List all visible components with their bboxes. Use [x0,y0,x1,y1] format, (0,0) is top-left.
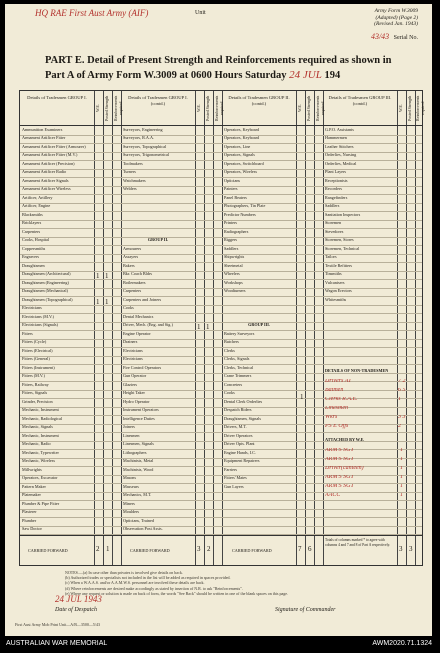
trade-label: Plant Layers [325,170,347,174]
header-posted-4: Posted Strength [407,95,412,121]
trade-label: Armament Artificer (Precision) [22,161,75,166]
trade-label: Masons [123,476,137,480]
note-clerks-value: 1 [398,397,401,402]
table-header [20,91,425,126]
attached-3: Driver(canteen) [325,466,364,471]
trade-label: Welders [123,187,137,191]
trade-label: Platemaker [22,493,41,497]
trade-label: Shipwrights [224,255,245,259]
trade-label: Driver Opts. Plant [224,442,255,446]
trade-label: Battery Surveyors [224,331,255,336]
trade-label: Millwrights [22,467,42,472]
carried-label-2: CARRIED FORWARD [130,549,170,553]
form-notes [65,570,415,596]
trade-label: Joiners [123,425,135,429]
trade-label: Recorders [325,187,342,191]
totals-note: Totals of columns marked * to agree with columns 4 and 7 and 8 of Part A respectively. [325,538,391,547]
note-batmen: Batmen [325,388,344,393]
trade-label: Mechanic, Radiological [22,416,63,421]
trade-label: Hammermen [325,136,347,140]
printer-line: First Aust Army Mob Print Unit—A/B—3500—5/43 [15,622,101,627]
trade-label: Fitters (Electrical) [22,348,53,353]
non-tradesmen-heading: DETAILS OF NON-TRADESMEN [325,369,389,373]
trade-label: Tailors [325,255,337,259]
header-reinf-4: Reinforcements required [415,95,425,121]
trade-label: G.P.O. Assistants [325,127,354,132]
trade-label: Surveyors, Engineering [123,127,163,132]
trade-label: Surveyors, Trigonometrical [123,153,170,157]
trade-label: Clerks [224,348,235,353]
attached-4-value: 1 [400,475,403,480]
trade-label: Moulders [123,510,140,514]
trade-label: Wagon Erectors [325,289,352,293]
despatch-label: Date of Despatch [55,607,97,613]
attached-5: ARM'S SGT [325,484,354,489]
despatch-date-handwritten: 24 JUL 1943 [55,594,102,604]
trade-label: Drivers, M.T. [224,425,247,429]
trade-label: Blacksmiths [22,212,43,217]
trade-label: Cooks [123,306,134,310]
trade-label: Dental Mechanics [123,314,154,319]
trade-label: Engine Hands, I.C. [224,450,256,455]
trade-label: Gun Operator [123,374,147,378]
note-officers: PS E Offs [325,424,349,429]
trade-label: Mechanic, Radio [22,442,51,446]
trade-label: Draughtsmen [22,263,45,268]
trade-label: Electricians (Signals) [22,323,58,327]
serial-handwritten: 43/43 [370,32,390,41]
trade-label: Boilermakers [123,280,146,285]
trade-label: Electricians [123,348,143,353]
mark-ws: 1 [197,323,201,331]
trade-label: Mechanic, Signals [22,425,53,429]
trade-label: Armourers [123,246,142,251]
trade-label: Armament Artificer Fitter (Armourer) [22,144,86,149]
archive-accession: AWM2020.71.1324 [372,640,432,647]
form-reference [374,8,418,28]
trade-label: Draughtsmen, Signals [224,416,261,421]
mark-ws: 1 [96,272,100,280]
trade-label: Opticians [224,178,241,183]
trade-label: Sheetmetal [224,263,243,268]
trade-label: Hydro Operator [123,399,150,404]
note-workers: Wkrs [325,415,338,420]
attached-6: AACC [325,493,341,498]
trade-label: Woodturners [224,289,246,293]
trade-label: Fitters (General) [22,357,50,361]
trade-label: Radiographers [224,229,249,234]
trade-label: Fitters [22,331,33,336]
trade-label: Coppersmiths [22,246,46,251]
carried-forward-row [20,535,422,568]
trade-label: Ammunition Examiners [22,127,63,132]
trade-label: Machinists, Metal [123,459,154,463]
archive-credit: AUSTRALIAN WAR MEMORIAL [6,640,108,647]
trade-label: Armament Artificer Fitter (M.V.) [22,153,78,157]
form-ref: Army Form W.3009 [374,8,418,14]
form-revised: (Revised Jan. 1943) [374,21,418,27]
trade-label: Driver Operators [224,433,253,438]
trade-label: Height Taker [123,391,145,395]
trade-label: Engravers [22,255,39,259]
carried-2a: 3 [197,545,201,553]
trade-label: Mechanic, Wireless [22,459,56,463]
trade-label: Vulcanisers [325,280,345,285]
title-line-2-text: Part A of Army Form W.3009 at 0600 Hours Saturday [45,70,287,81]
trade-label: Cooks, Hospital [22,238,49,242]
header-group3: Details of Tradesmen GROUP II. (contd.) [228,95,290,106]
form-adapted: (Adapted) (Page 2) [375,14,418,21]
trade-label: Surveyors, R.A.A. [123,136,155,140]
trade-label: Bricklayers [22,221,42,225]
title-date-handwritten: 24 JUL [289,69,322,81]
trade-label: Operators, Excavator [22,476,58,480]
header-ws-1: W.E. [95,104,100,112]
note-d: (d) Where reinforcements are desired make accordingly as stated by insertion of N.R. to ask "Reinforcements". [65,585,243,591]
header-reinf-1: Reinforcements required [113,95,123,121]
trade-label: Toolmakers [123,161,143,166]
trade-label: Draughtsmen (Architectural) [22,272,71,276]
header-posted-3: Posted Strength [306,95,311,121]
trade-label: Bakers [123,263,135,268]
header-posted-1: Posted Strength [104,95,109,121]
header-reinf-2: Reinforcements required [214,95,224,121]
trade-label: Driver, Mech. (Eng. and Sig.) [123,323,173,327]
trade-label: Workshops [224,280,243,285]
trade-label: Lithographers [123,450,147,455]
serial-number [371,32,418,41]
note-workers-value: 3 3 [398,415,406,420]
trade-label: Carpenters [123,289,142,293]
trade-label: Carpenters [22,229,41,234]
trade-label: Plumber & Pipe Fitter [22,501,60,506]
trade-label: Equipment Repairers [224,459,260,463]
trade-label: Artificer, Engine [22,204,51,208]
trade-label: Saw Doctor [22,527,42,531]
trade-label: Storemen [325,221,342,225]
trade-label: Panel Beaters [224,195,247,200]
trade-label: Machinists, Wood [123,467,154,472]
carried-1a: 2 [96,545,100,553]
signature-label: Signature of Commander [275,607,336,613]
attached-5-value: 1 [400,484,403,489]
trade-label: Electricians [22,306,42,310]
attached-6-value: 1 [400,493,403,498]
trade-label: Mechanic, Typewriter [22,450,59,455]
trade-label: Whitesmiths [325,297,347,302]
header-reinf-3: Reinforcements required [315,95,325,121]
header-posted-2: Posted Strength [205,95,210,121]
attached-3-value: 1 [400,466,403,471]
trade-label: Fitters' Mates [224,476,247,480]
carried-3b: 6 [308,545,312,553]
note-a: NOTES.—(a) In case other than privates is involved give details on back. [65,570,183,575]
trade-label: Rangefinders [325,195,348,200]
trade-label: Fitters (Cycle) [22,340,47,344]
trade-label: Draughtsmen (Topographical) [22,297,73,302]
note-drivers-value: 7 2 [398,379,406,384]
trade-label: Watchmakers [123,178,146,183]
trade-label: Bkr. Coach Bldrs [123,272,152,276]
trade-label: GROUP III. [248,323,270,327]
trade-label: Observation Post Assts. [123,527,163,531]
trade-label: Storemen, Stores [325,238,354,242]
attached-1: ARM'S SGT [325,448,354,453]
carried-1b: 1 [106,545,110,553]
trade-label: Electricians [123,357,143,361]
carried-4a: 3 [399,545,403,553]
trade-label: Instrument Operators [123,408,159,412]
note-clerks: Clerks R.A.E. [325,397,358,402]
trade-label: Fitters (Instrument) [22,365,55,370]
trade-label: Farriers [224,467,238,472]
trade-label: Textile Refitters [325,263,353,268]
note-drivers: Drivers AT [325,379,352,384]
note-officers-value: 2 [398,424,401,429]
note-e: (e) Where any request or solution is made on back of form, the words "See Back" should be written in one of the blank spaces on this page. [65,590,289,596]
trade-label: Intelligence Duties [123,416,155,421]
trade-label: Operators, Wireless [224,170,258,174]
trade-label: Armament Artificer Radio [22,170,67,174]
trade-label: Linesmen [123,433,140,438]
trade-label: Fitters, Railway [22,382,49,387]
attached-2-value: 1 [400,457,403,462]
attached-heading: ATTACHED BY W.E. [325,438,365,442]
trade-label: Mechanics, M.T. [123,493,152,497]
title-year: 194 [324,70,341,81]
trade-label: Opticians, Trained [123,518,154,523]
trade-label: Miners [123,501,135,506]
trade-label: Operators, Switchboard [224,161,264,166]
attached-2: ARM'S SGT [325,457,354,462]
army-form-page [5,4,432,636]
trade-label: Wheelers [224,272,240,276]
trade-label: Surveyors, Topographical [123,144,167,149]
carried-3a: 7 [298,545,302,553]
trade-label: Sanitation Inspectors [325,212,361,217]
trade-label: Artificer, Artillery [22,195,53,200]
trade-label: Dental Clerk Orderlies [224,399,263,404]
trade-label: Despatch Riders [224,408,252,412]
form-title [45,54,405,83]
trade-label: Orderlies, Medical [325,161,357,166]
trade-label: Drainers [123,340,138,344]
trade-label: Armament Artificer Fitter [22,136,66,140]
strength-table [19,90,423,566]
trade-label: Mechanic, Instrument [22,433,59,438]
trade-label: Electricians (M.V.) [22,314,54,319]
trade-label: Pattern Maker [22,484,46,489]
mark-posted: 1 [105,272,109,280]
trade-label: Engine Operator [123,331,151,336]
trade-label: Receptionists [325,178,348,183]
trade-label: Draughtsmen (Engineering) [22,280,69,285]
trade-label: Saddlers [325,204,340,208]
trade-label: Stevedores [325,229,344,234]
carried-label-1: CARRIED FORWARD [28,549,68,553]
mark-ws: 1 [96,298,100,306]
carried-2b: 2 [207,545,211,553]
header-ws-4: W.E. [398,104,403,112]
unit-handwritten: HQ RAE First Aust Army (AIF) [35,8,149,18]
trade-label: Grinder, Precision [22,399,53,404]
trade-label: Operators, Keyboard [224,136,260,140]
trade-label: Glaziers [123,382,137,387]
attached-4: ARM'S SGT [325,475,354,480]
trade-label: Orderlies, Nursing [325,153,357,157]
attached-1-value: 1 [400,448,403,453]
mark-posted: 1 [300,393,304,401]
header-group1: Details of Tradesmen GROUP I. [27,95,87,100]
trade-label: Clerks, Signals [224,357,250,361]
trade-label: Painters [224,187,238,191]
title-line-2 [45,68,405,83]
header-group4: Details of Tradesmen GROUP III. (contd.) [328,95,392,106]
trade-label: GROUP II. [147,238,169,242]
trade-label: Leather Stitchers [325,144,354,149]
trade-label: Assayers [123,255,139,259]
trade-label: Butchers [224,340,239,344]
trade-label: Fitters, Signals [22,391,48,395]
trade-label: Armament Artificer Wireless [22,187,71,191]
note-batmen-value: 6 5 [398,388,406,393]
trade-label: Carpenters and Joiners [123,297,162,302]
mark-posted: 1 [105,298,109,306]
trade-label: Cooks [224,391,235,395]
trade-label: Armament Artificer Signals [22,178,69,183]
header-ws-3: W.E. [297,104,302,112]
trade-label: Operators, Signals [224,153,255,157]
trade-label: Gun Layers [224,484,244,489]
trade-label: Concreters [224,382,243,387]
trade-label: Predictor Numbers [224,212,256,217]
carried-label-3: CARRIED FORWARD [232,549,272,553]
carried-4b: 3 [409,545,413,553]
trade-label: Operators, Line [224,144,251,149]
trade-label: Fire Control Operators [123,365,162,370]
unit-label: Unit [195,10,206,16]
trade-label: Operators, Keyboard [224,127,260,132]
header-group2: Details of Tradesmen GROUP I. (contd.) [128,95,188,106]
trade-label: Riggers [224,238,238,242]
note-c: (c) When a W.A.A.S. and/or A.A.M.W.S. personnel are involved these details are back. [65,580,205,586]
note-linesmen: Linesmen [325,406,348,411]
header-ws-2: W.E. [196,104,201,112]
trade-label: Fitters (M.V.) [22,374,45,378]
trade-label: Clerks, Technical [224,365,254,370]
trade-label: Masseurs [123,484,139,489]
mark-posted: 1 [206,323,210,331]
trade-label: Tinsmiths [325,272,342,276]
note-b: (b) Authorized trades or specialists not included in the list will be added as required in spaces provided. [65,575,231,581]
serial-label: Serial No. [393,35,418,41]
trade-label: Saddlers [224,246,239,251]
trade-label: Photographers, Tin Plate [224,204,266,208]
trade-label: Mechanic, Instrument [22,408,59,412]
trade-label: Crane Trimmers [224,374,252,378]
trade-label: Plumber [22,518,37,523]
trade-label: Draughtsmen (Mechanical) [22,289,68,293]
trade-label: Storemen, Technical [325,246,360,251]
trade-label: Printers [224,221,238,225]
title-line-1: PART E. Detail of Present Strength and Reinforcements required as shown in [45,55,392,66]
trade-label: Turners [123,170,136,174]
trade-label: Plasterer [22,510,37,514]
trade-label: Linesmen, Signals [123,442,154,446]
